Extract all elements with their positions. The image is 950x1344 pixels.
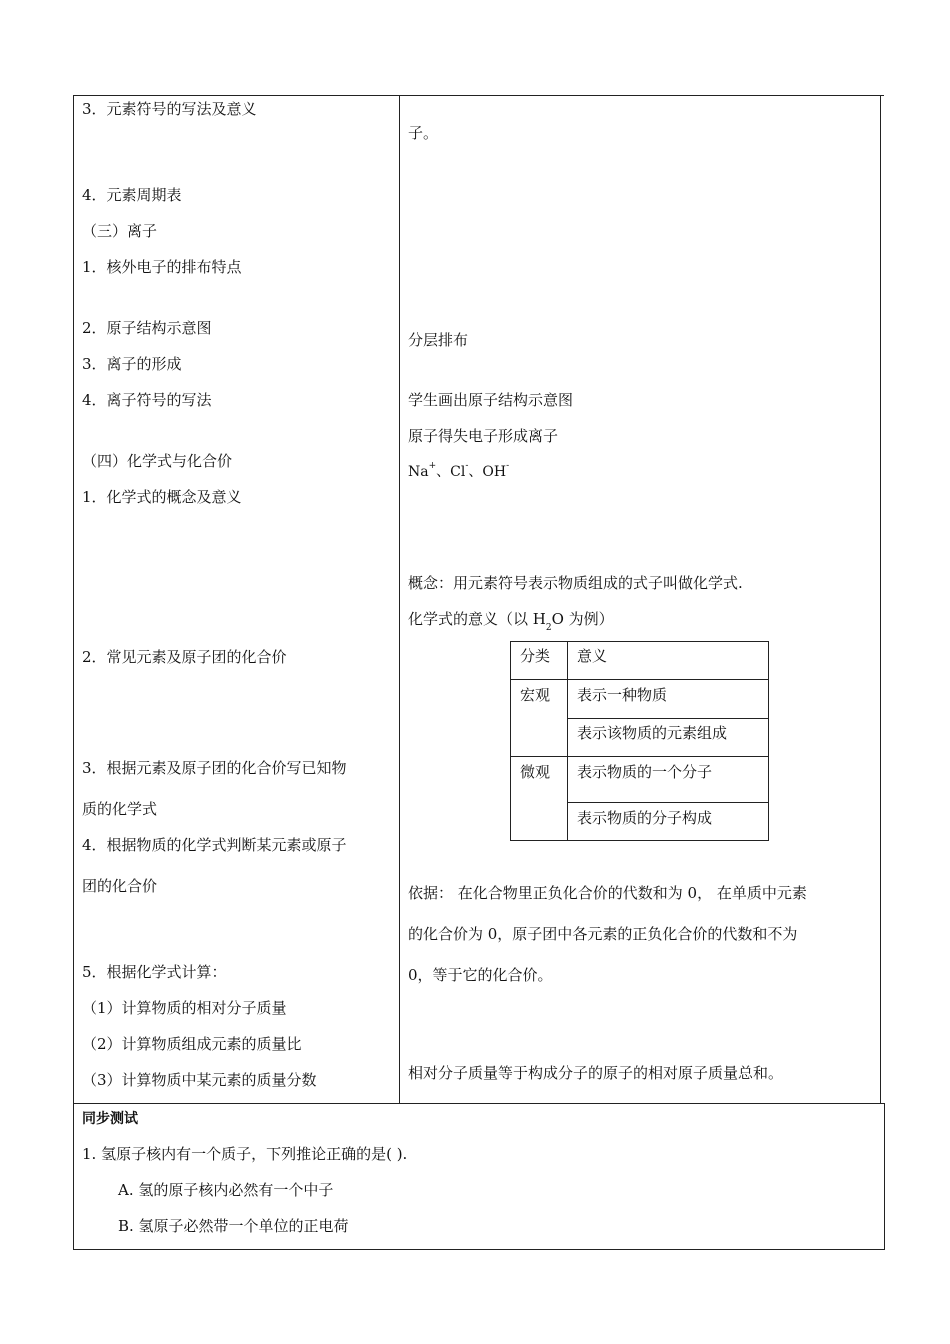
table-top-border <box>73 95 881 96</box>
left-item: 3．根据元素及原子团的化合价写已知物 <box>82 759 347 777</box>
right-text-gainian: 概念：用元素符号表示物质组成的式子叫做化学式. <box>408 574 743 592</box>
left-item: 4．元素周期表 <box>82 186 182 204</box>
left-item: 4．离子符号的写法 <box>82 391 212 409</box>
left-item: 4．根据物质的化学式判断某元素或原子 <box>82 836 347 854</box>
left-item: 2．常见元素及原子团的化合价 <box>82 648 287 666</box>
ion-symbols <box>408 462 509 482</box>
inner-table-border <box>510 840 769 841</box>
table-right-border-lower <box>884 1103 885 1250</box>
option-a: A. 氢的原子核内必然有一个中子 <box>118 1181 334 1199</box>
left-item: 团的化合价 <box>82 877 158 895</box>
separator: 、 <box>468 464 483 480</box>
table-cell: 表示该物质的元素组成 <box>577 724 728 742</box>
table-cell: 表示物质的一个分子 <box>577 763 713 781</box>
separator: 、 <box>436 464 451 480</box>
table-right-border-upper <box>880 95 881 1104</box>
section-title: 同步测试 <box>82 1111 138 1127</box>
ion-cl-charge: - <box>465 461 469 472</box>
right-text-yiju: 的化合价为 0，原子团中各元素的正负化合价的代数和不为 <box>408 925 798 943</box>
option-b: B. 氢原子必然带一个单位的正电荷 <box>118 1217 349 1235</box>
ion-na-charge: + <box>428 461 437 472</box>
left-item: 3．离子的形成 <box>82 355 182 373</box>
yiyi-post: O 为例） <box>551 610 614 628</box>
table-left-border <box>73 95 74 1250</box>
left-item: 1．核外电子的排布特点 <box>82 258 242 276</box>
right-text-xiangdui: 相对分子质量等于构成分子的原子的相对原子质量总和。 <box>408 1064 784 1082</box>
table-cell-micro: 微观 <box>520 763 551 781</box>
left-item: （1）计算物质的相对分子质量 <box>82 999 287 1017</box>
ion-cl: Cl <box>450 464 466 480</box>
right-text-dese: 原子得失电子形成离子 <box>408 427 559 445</box>
right-text-fenceng: 分层排布 <box>408 331 469 349</box>
inner-table-border <box>510 756 769 757</box>
table-section-divider <box>73 1103 885 1104</box>
inner-table-border <box>510 641 769 642</box>
right-text-yiju: 依据： 在化合物里正负化合价的代数和为 0， 在单质中元素 <box>408 884 807 902</box>
left-item: （2）计算物质组成元素的质量比 <box>82 1035 302 1053</box>
inner-table-border <box>768 641 769 841</box>
inner-table-border <box>567 718 769 719</box>
left-item: 2．原子结构示意图 <box>82 319 212 337</box>
ion-oh-charge: - <box>506 461 510 472</box>
left-item: 5．根据化学式计算： <box>82 963 227 981</box>
left-item: 1．化学式的概念及意义 <box>82 488 242 506</box>
ion-oh: OH <box>482 464 507 480</box>
table-header-meaning: 意义 <box>577 647 608 665</box>
right-text-zi: 子。 <box>408 124 439 142</box>
left-item: （三）离子 <box>82 222 158 240</box>
question-1: 1. 氢原子核内有一个质子，下列推论正确的是( ). <box>82 1145 408 1163</box>
inner-table-border <box>567 802 769 803</box>
inner-table-border <box>567 641 568 841</box>
yiyi-pre: 化学式的意义（以 H <box>408 610 546 628</box>
inner-table-border <box>510 641 511 841</box>
table-cell-macro: 宏观 <box>520 686 551 704</box>
table-middle-divider <box>399 95 400 1104</box>
inner-table-border <box>510 679 769 680</box>
right-text-huatu: 学生画出原子结构示意图 <box>408 391 574 409</box>
ion-na: Na <box>408 464 429 480</box>
right-text-yiju: 0，等于它的化合价。 <box>408 966 553 984</box>
table-cell: 表示物质的分子构成 <box>577 809 713 827</box>
left-item: （3）计算物质中某元素的质量分数 <box>82 1071 317 1089</box>
left-item: 3．元素符号的写法及意义 <box>82 100 257 118</box>
table-cell: 表示一种物质 <box>577 686 668 704</box>
left-item: 质的化学式 <box>82 800 158 818</box>
table-bottom-border <box>73 1249 885 1250</box>
yiyi-subscript: 2 <box>545 623 552 633</box>
table-header-category: 分类 <box>520 647 551 665</box>
left-item: （四）化学式与化合价 <box>82 452 233 470</box>
right-text-yiyi <box>408 609 614 633</box>
